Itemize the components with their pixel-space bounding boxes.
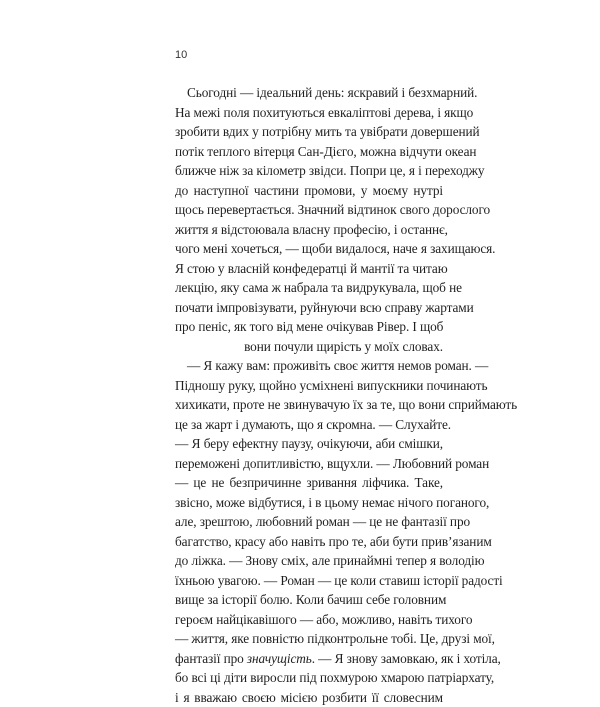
text-line: і я вважаю своєю місією розбити її словесним: [175, 688, 443, 707]
text-line: переможені допитливістю, вщухли. — Любовний роман: [175, 454, 443, 474]
text-line: — це не безпричинне зривання ліфчика. Таке,: [175, 473, 443, 493]
text-line: почати імпровізувати, руйнуючи всю справу жартами: [175, 298, 443, 318]
text-line: чого мені хочеться, — щоби видалося, наче я захищаюся.: [175, 239, 443, 259]
text-line: хихикати, проте не звинувачую їх за те, що вони сприймають: [175, 395, 443, 415]
text-line: вище за історії болю. Коли бачиш себе головним: [175, 590, 443, 610]
text-line: щось перевертається. Значний відтинок свого дорослого: [175, 200, 443, 220]
text-line: — Я кажу вам: проживіть своє життя немов роман. —: [175, 356, 443, 376]
italic-word: значущість: [247, 651, 312, 666]
text-line: життя я відстоювала власну професію, і останнє,: [175, 220, 443, 240]
text-line: вони почули щирість у моїх словах.: [175, 337, 443, 357]
body-text: [175, 83, 443, 707]
text-line: Сьогодні — ідеальний день: яскравий і безхмарний.: [175, 83, 443, 103]
text-line: На межі поля похитуються евкаліптові дерева, і якщо: [175, 103, 443, 123]
text-line: зробити вдих у потрібну мить та увібрати довершений: [175, 122, 443, 142]
text-line: лекцію, яку сама ж набрала та видрукувала, щоб не: [175, 278, 443, 298]
text-line: звісно, може відбутися, і в цьому немає нічого поганого,: [175, 493, 443, 513]
text-line: багатство, красу або навіть про те, аби бути прив’язаним: [175, 532, 443, 552]
text-line: Я стою у власній конфедератці й мантії та читаю: [175, 259, 443, 279]
text-line: — Я беру ефектну паузу, очікуючи, аби смішки,: [175, 434, 443, 454]
text-line: їхньою увагою. — Роман — це коли ставиш історії радості: [175, 571, 443, 591]
text-line: героєм найцікавішого — або, можливо, навіть тихого: [175, 610, 443, 630]
text-line: але, зрештою, любовний роман — це не фантазії про: [175, 512, 443, 532]
text-line: до ліжка. — Знову сміх, але принаймні тепер я володію: [175, 551, 443, 571]
text-line: до наступної частини промови, у моєму нутрі: [175, 181, 443, 201]
text-line: Підношу руку, щойно усміхнені випускники починають: [175, 376, 443, 396]
text-line: фантазії про значущість. — Я знову замовкаю, як і хотіла,: [175, 649, 443, 669]
page-number: 10: [175, 49, 187, 61]
text-line: бо всі ці діти виросли під похмурою хмарою патріархату,: [175, 668, 443, 688]
text-line: потік теплого вітерця Сан-Дієго, можна відчути океан: [175, 142, 443, 162]
text-line: ближче ніж за кілометр звідси. Попри це, я і переходжу: [175, 161, 443, 181]
text-line: про пеніс, як того від мене очікував Рівер. І щоб: [175, 317, 443, 337]
text-line: це за жарт і думають, що я скромна. — Слухайте.: [175, 415, 443, 435]
text-line: — життя, яке повністю підконтрольне тобі. Це, друзі мої,: [175, 629, 443, 649]
